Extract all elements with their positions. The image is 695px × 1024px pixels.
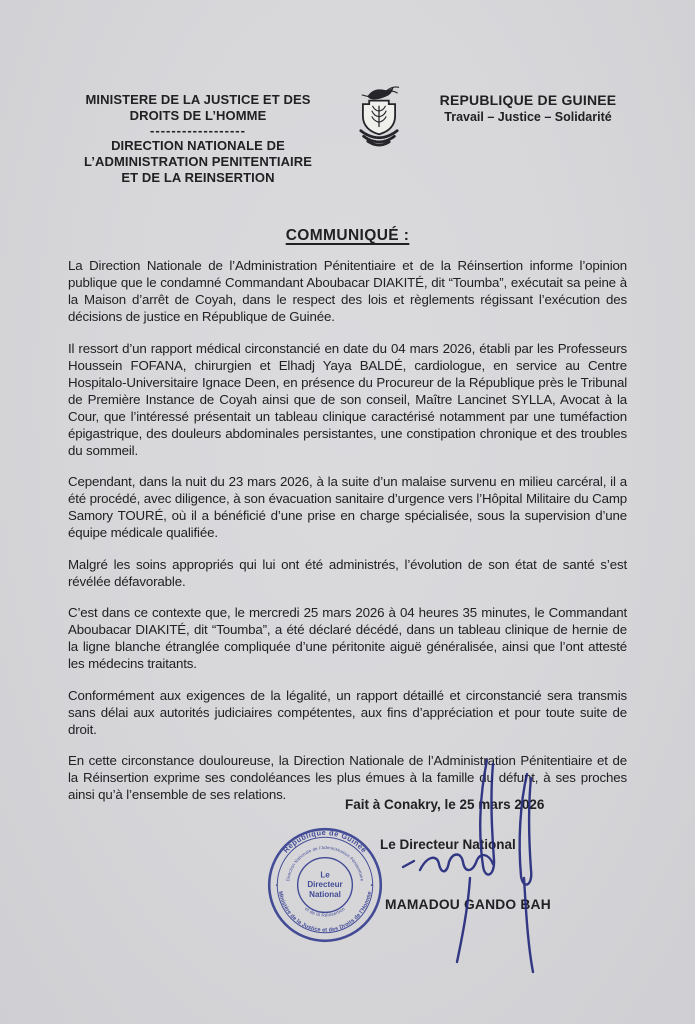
- stamp-inner-top-text: Direction Nationale de l’Administration Pénitentiaire: [285, 845, 365, 882]
- svg-text:République de Guinée: [281, 828, 368, 855]
- country-name: REPUBLIQUE DE GUINEE: [439, 92, 617, 108]
- official-stamp: [266, 826, 384, 944]
- paragraph: Conformément aux exigences de la légalité, un rapport détaillé et circonstancié sera transmis sans délai aux autorités judiciaires compétentes, aux fins d’appréciation et pour toute suite de droit.: [68, 687, 627, 737]
- dateline: Fait à Conakry, le 25 mars 2026: [345, 797, 545, 812]
- signatory-role: Le Directeur National: [380, 837, 516, 852]
- paragraph: Il ressort d’un rapport médical circonstancié en date du 04 mars 2026, établi par les Professeurs Houssein FOFANA, chirurgien et Elhadj Yaya BALDÉ, cardiologue, en service au Centre Hospitalo-Universitaire Ignace Deen, en présence du Procureur de la République près le Tribunal de Première Instance de Coyah ainsi que de son conseil, Maître Lancinet SYLLA, Avocat à la Cour, que l’intéressé présentait un tableau clinique caractérisé notamment par une tuméfaction épigastrique, des douleurs abdominales persistantes, une constipation chronique et des troubles du sommeil.: [68, 340, 627, 458]
- ministry-line: DROITS DE L’HOMME: [129, 108, 267, 123]
- paragraph: Malgré les soins appropriés qui lui ont été administrés, l’évolution de son état de santé s’est révélée défavorable.: [68, 556, 627, 589]
- stamp-center-line1: Le: [320, 870, 330, 880]
- document-title: COMMUNIQUÉ :: [285, 227, 410, 244]
- handwritten-signature: [385, 746, 565, 986]
- signatory-name: MAMADOU GANDO BAH: [385, 897, 551, 912]
- direction-line: DIRECTION NATIONALE DE: [111, 138, 285, 153]
- stamp-inner-bottom-text: et de la Réinsertion: [304, 906, 346, 918]
- stamp-separator-left: •: [275, 882, 278, 890]
- direction-line: L’ADMINISTRATION PENITENTIAIRE: [83, 154, 313, 169]
- paragraph: C’est dans ce contexte que, le mercredi 25 mars 2026 à 04 heures 35 minutes, le Commandant Aboubacar DIAKITÉ, dit “Toumba”, a été déclaré décédé, dans un tableau clinique de hernie de la ligne blanche étranglée compliquée d’une péritonite aiguë généralisée, ainsi que l’ont attesté les médecins traitants.: [68, 605, 627, 671]
- direction-line: ET DE LA REINSERTION: [121, 170, 275, 185]
- ministry-line: MINISTERE DE LA JUSTICE ET DES: [85, 92, 311, 107]
- guinea-coat-of-arms-icon: [344, 84, 414, 162]
- paragraph: Cependant, dans la nuit du 23 mars 2026, à la suite d’un malaise survenu en milieu carcéral, il a été procédé, avec diligence, à son évacuation sanitaire d’urgence vers l’Hôpital Militaire du Camp Samory TOURÉ, où il a bénéficié d’une prise en charge spécialisée, sous la supervision d’une équipe médicale qualifiée.: [68, 474, 627, 540]
- paragraph: En cette circonstance douloureuse, la Direction Nationale de l’Administration Pénitentiaire et de la Réinsertion exprime ses condoléances les plus émues à la famille du défunt, à ses proches ainsi qu’à l’ensemble de ses relations.: [68, 753, 627, 802]
- national-motto: Travail – Justice – Solidarité: [444, 110, 612, 124]
- stamp-outer-top-text: République de Guinée: [281, 828, 369, 855]
- document-body: [68, 257, 627, 818]
- stamp-center-line2: Directeur: [307, 880, 343, 890]
- letterhead-ministry-block: [62, 92, 334, 186]
- paragraph: La Direction Nationale de l’Administration Pénitentiaire et de la Réinsertion informe l’opinion publique que le condamné Commandant Aboubacar DIAKITÉ, dit “Toumba”, exécutait sa peine à la Maison d’arrêt de Coyah, dans le respect des lois et règlements régissant l’exécution des décisions de justice en République de Guinée.: [68, 258, 627, 324]
- stamp-separator-right: •: [370, 882, 373, 890]
- stamp-outer-bottom-text: Ministère de la Justice et des Droits de l’Homme: [276, 890, 374, 934]
- stamp-center-line3: National: [309, 889, 341, 899]
- dashed-divider: ------------------: [150, 123, 246, 138]
- letterhead-republic-block: [427, 92, 629, 124]
